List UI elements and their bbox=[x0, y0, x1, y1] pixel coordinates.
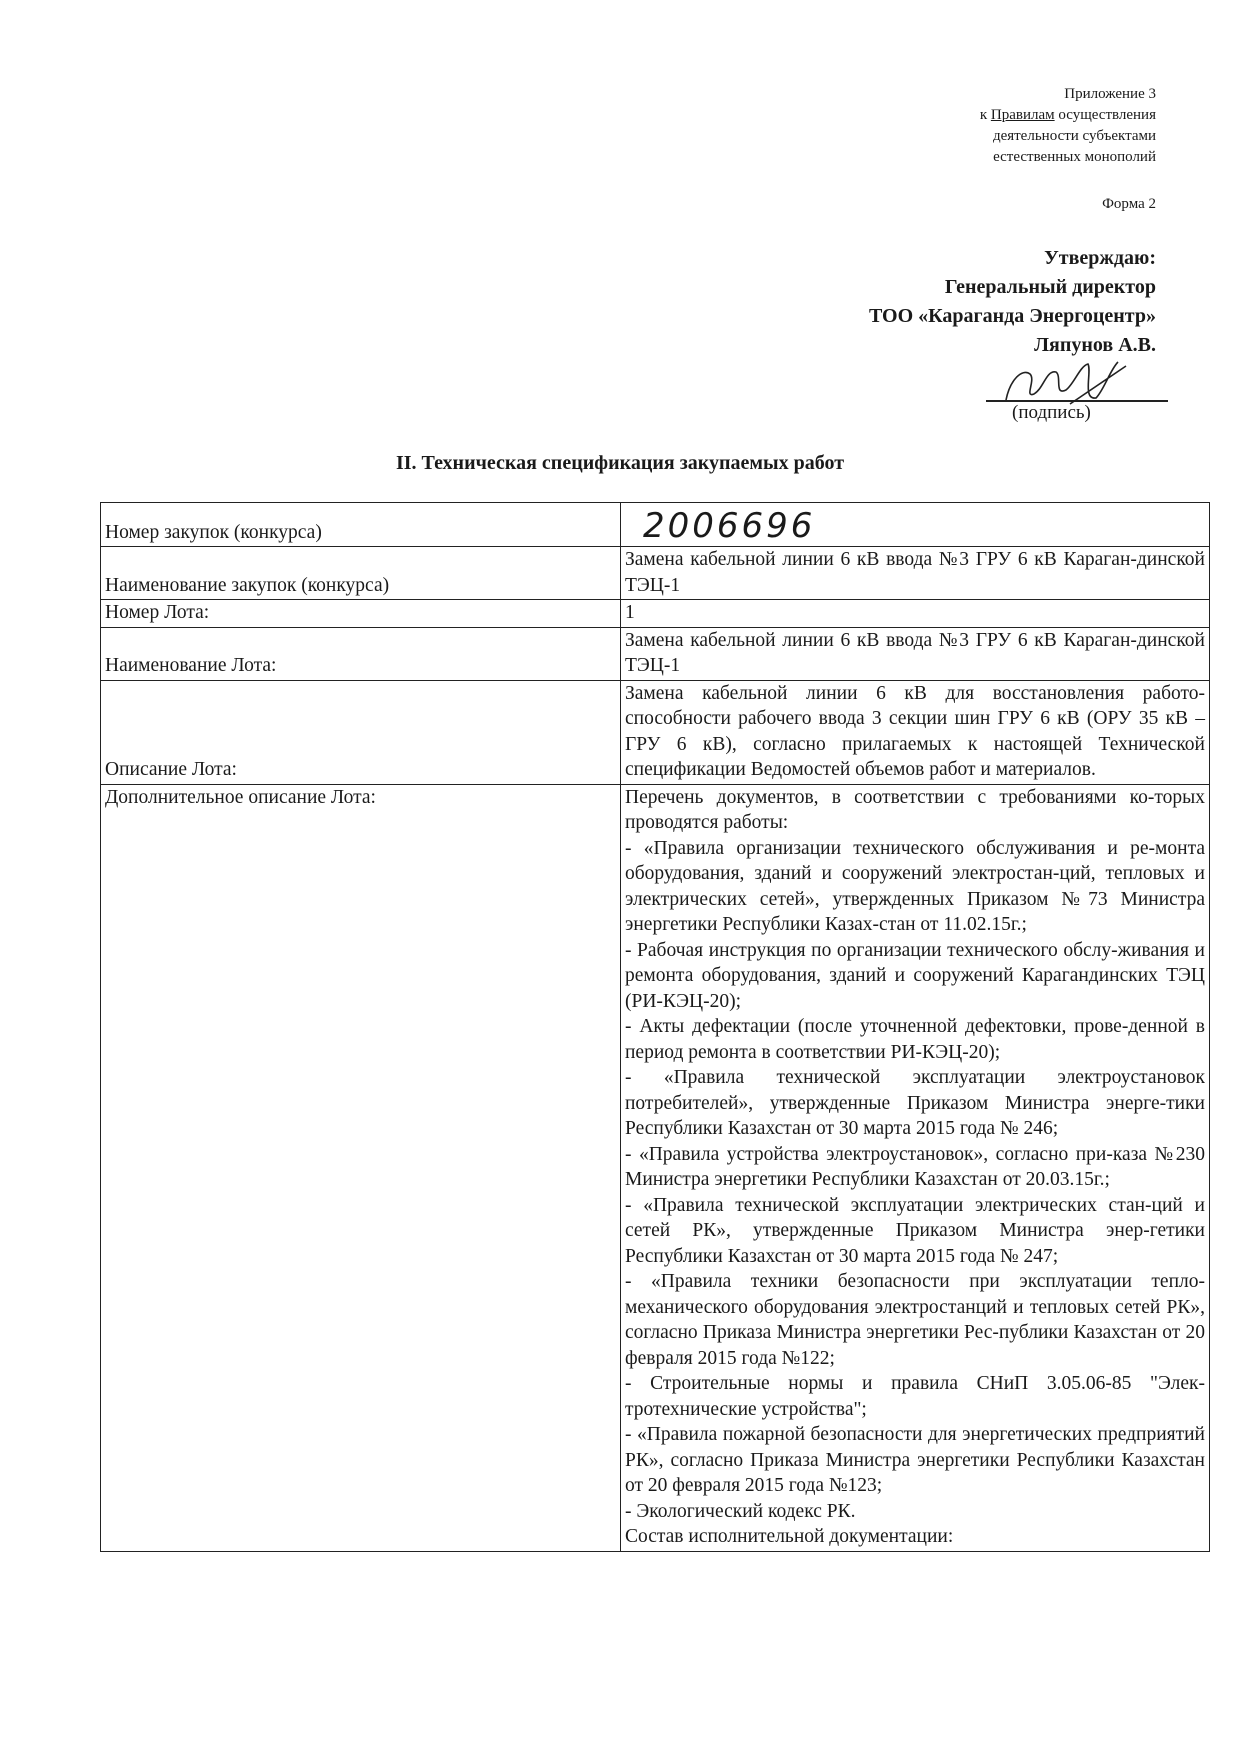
list-item: - «Правила техники безопасности при эксплуатации тепло-механического оборудования электростанций и тепловых сетей РК», согласно Приказа Министра энергетики Рес-публики Казахстан от 20 февраля 2015 года №122; bbox=[625, 1271, 1205, 1369]
list-item: - «Правила технической эксплуатации электроустановок потребителей», утвержденные Приказом Министра энерге-тики Республики Казахстан от 30 марта 2015 года № 246; bbox=[625, 1067, 1205, 1139]
rules-link[interactable]: Правилам bbox=[990, 107, 1055, 123]
appendix-line-1: Приложение 3 bbox=[1064, 86, 1156, 102]
table-row bbox=[101, 627, 1210, 680]
extra-intro: Перечень документов, в соответствии с требованиями ко-торых проводятся работы: bbox=[625, 786, 1205, 833]
appendix-line-3: деятельности субъектами bbox=[992, 128, 1156, 144]
list-item: - Экологический кодекс РК. bbox=[625, 1500, 856, 1522]
lot-number-label: Номер Лота: bbox=[101, 600, 621, 628]
spec-table bbox=[100, 502, 1210, 1552]
list-item: - Строительные нормы и правила СНиП 3.05.06-85 "Элек-тротехнические устройства"; bbox=[625, 1373, 1205, 1420]
list-item: - «Правила устройства электроустановок», согласно при-каза №230 Министра энергетики Республики Казахстан от 20.03.15г.; bbox=[625, 1143, 1205, 1190]
appendix-line-4: естественных монополий bbox=[993, 149, 1156, 165]
list-item: - «Правила организации технического обслуживания и ре-монта оборудования, зданий и сооружений электростан-ций, тепловых и электрических сетей», утвержденных Приказом №73 Министра энергетики Республики Казах-стан от 11.02.15г.; bbox=[625, 837, 1205, 935]
purchase-number-value bbox=[621, 503, 1210, 547]
signature-caption: (подпись) bbox=[1012, 402, 1091, 423]
lot-number-value: 1 bbox=[621, 600, 1210, 628]
table-row bbox=[101, 547, 1210, 600]
list-item: - «Правила технической эксплуатации электрических стан-ций и сетей РК», утвержденные Приказом Министра энер-гетики Республики Казахстан от 30 марта 2015 года № 247; bbox=[625, 1194, 1205, 1267]
lot-description-label: Описание Лота: bbox=[101, 680, 621, 784]
appendix-line-2 bbox=[736, 105, 1156, 126]
approval-title: Утверждаю: bbox=[1044, 247, 1156, 269]
extra-description-label: Дополнительное описание Лота: bbox=[101, 784, 621, 1551]
lot-name-value: Замена кабельной линии 6 кВ ввода №3 ГРУ 6 кВ Караган-динской ТЭЦ-1 bbox=[621, 627, 1210, 680]
purchase-number-label: Номер закупок (конкурса) bbox=[101, 503, 621, 547]
form-number: Форма 2 bbox=[1102, 196, 1156, 212]
list-item: - Рабочая инструкция по организации технического обслу-живания и ремонта оборудования, зданий и сооружений Карагандинских ТЭЦ (РИ-КЭЦ-20); bbox=[625, 939, 1205, 1012]
extra-description-value bbox=[621, 784, 1210, 1551]
lot-description-value: Замена кабельной линии 6 кВ для восстановления работо-способности рабочего ввода 3 секции шин ГРУ 6 кВ (ОРУ 35 кВ – ГРУ 6 кВ), согласно прилагаемых к настоящей Технической спецификации Ведомостей объемов работ и материалов. bbox=[621, 680, 1210, 784]
handwritten-number: 2006696 bbox=[643, 506, 816, 546]
table-row bbox=[101, 680, 1210, 784]
approval-company: ТОО «Караганда Энергоцентр» bbox=[868, 305, 1156, 327]
list-item: - Акты дефектации (после уточненной дефектовки, прове-денной в период ремонта в соответствии РИ-КЭЦ-20); bbox=[625, 1016, 1205, 1063]
approval-position: Генеральный директор bbox=[944, 276, 1156, 298]
table-row bbox=[101, 600, 1210, 628]
table-row bbox=[101, 503, 1210, 547]
purchase-name-value: Замена кабельной линии 6 кВ ввода №3 ГРУ 6 кВ Караган-динской ТЭЦ-1 bbox=[621, 547, 1210, 600]
approval-person: Ляпунов А.В. bbox=[1034, 334, 1156, 356]
section-heading: II. Техническая спецификация закупаемых работ bbox=[395, 452, 845, 474]
list-item: Состав исполнительной документации: bbox=[625, 1526, 954, 1547]
lot-name-label: Наименование Лота: bbox=[101, 627, 621, 680]
approval-block bbox=[869, 244, 1156, 360]
list-item: - «Правила пожарной безопасности для энергетических предприятий РК», согласно Приказа Министра энергетики Республики Казахстан от 20 февраля 2015 года №123; bbox=[625, 1424, 1205, 1496]
table-row bbox=[101, 784, 1210, 1551]
appendix-prefix: к bbox=[979, 107, 988, 123]
appendix-note bbox=[736, 84, 1156, 168]
purchase-name-label: Наименование закупок (конкурса) bbox=[101, 547, 621, 600]
appendix-suffix: осуществления bbox=[1058, 107, 1156, 123]
